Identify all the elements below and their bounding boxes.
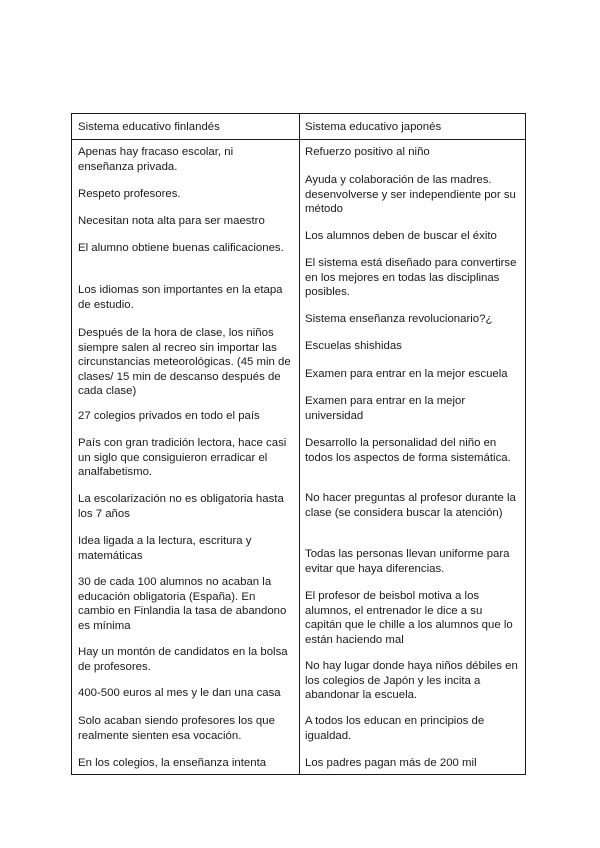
japanese-entry: Desarrollo la personalidad del niño en todos los aspectos de forma sistemática. [305, 437, 511, 464]
finnish-entry: Solo acaban siendo profesores los que realmente sienten esa vocación. [78, 715, 275, 742]
japanese-entry: Los padres pagan más de 200 mil [305, 757, 477, 769]
finnish-entry: Hay un montón de candidatos en la bolsa de profesores. [78, 646, 288, 673]
finnish-entry: Necesitan nota alta para ser maestro [78, 215, 265, 227]
japanese-entry: Los alumnos deben de buscar el éxito [305, 230, 497, 242]
japanese-entry: Escuelas shishidas [305, 340, 402, 352]
comparison-table [71, 113, 526, 775]
japanese-entry: Ayuda y colaboración de las madres. desenvolverse y ser independiente por su método [305, 174, 516, 216]
japanese-entry: No hay lugar donde haya niños débiles en los colegios de Japón y les incita a abandonar la escuela. [305, 660, 518, 702]
japanese-entry: Examen para entrar en la mejor escuela [305, 368, 508, 380]
finnish-entry: País con gran tradición lectora, hace casi un siglo que consiguieron erradicar el analfabetismo. [78, 437, 287, 479]
finnish-entry: En los colegios, la enseñanza intenta [78, 757, 267, 769]
japanese-entry: Examen para entrar en la mejor universidad [305, 395, 466, 422]
japanese-entry: A todos los educan en principios de igualdad. [305, 715, 485, 742]
finnish-entry: Idea ligada a la lectura, escritura y matemáticas [78, 535, 252, 562]
japanese-entry: El sistema está diseñado para convertirse en los mejores en todas las disciplinas posibles. [305, 257, 517, 299]
finnish-entry: El alumno obtiene buenas calificaciones. [78, 242, 284, 254]
finnish-entry: 30 de cada 100 alumnos no acaban la educación obligatoria (España). En cambio en Finlandia la tasa de abandono es mínima [78, 576, 287, 632]
japanese-entry: Sistema enseñanza revolucionario?¿ [305, 313, 493, 325]
finnish-entry: 400-500 euros al mes y le dan una casa [78, 687, 281, 699]
finnish-entry: Apenas hay fracaso escolar, ni enseñanza privada. [78, 146, 234, 173]
japanese-entry: Todas las personas llevan uniforme para evitar que haya diferencias. [305, 548, 510, 575]
header-finnish-system: Sistema educativo finlandés [78, 121, 220, 133]
column-divider [299, 114, 300, 774]
finnish-entry: Después de la hora de clase, los niños siempre salen al recreo sin importar las circunstancias meteorológicas. (45 min de clases/ 15 min de descanso después de cada clase) [78, 327, 291, 398]
finnish-entry: La escolarización no es obligatoria hasta los 7 años [78, 493, 284, 520]
header-japanese-system: Sistema educativo japonés [305, 121, 442, 133]
japanese-entry: No hacer preguntas al profesor durante la clase (se considera buscar la atención) [305, 492, 516, 519]
japanese-entry: Refuerzo positivo al niño [305, 146, 430, 158]
japanese-entry: El profesor de beisbol motiva a los alumnos, el entrenador le dice a su capitán que le chille a los alumnos que lo están haciendo mal [305, 590, 513, 646]
finnish-entry: 27 colegios privados en todo el país [78, 410, 260, 422]
finnish-entry: Los idiomas son importantes en la etapa de estudio. [78, 284, 283, 311]
header-divider [72, 139, 525, 140]
finnish-entry: Respeto profesores. [78, 188, 181, 200]
